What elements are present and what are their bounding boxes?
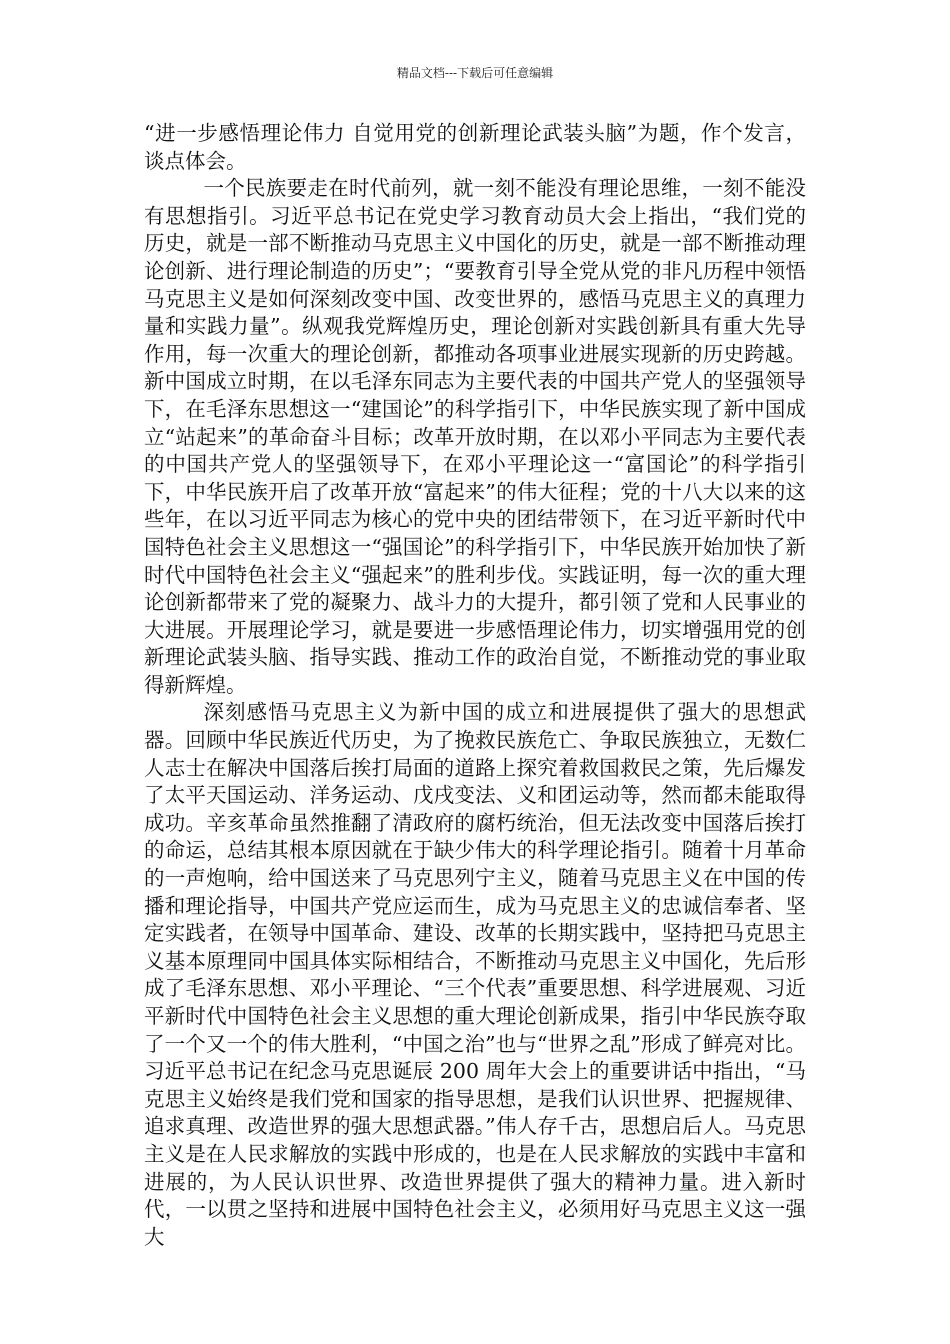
document-body xyxy=(144,120,806,1251)
paragraph-intro: “进一步感悟理论伟力 自觉用党的创新理论武装头脑”为题，作个发言，谈点体会。 xyxy=(144,121,806,173)
page-header: 精品文档---下载后可任意编辑 xyxy=(396,66,554,80)
paragraph-theory-guidance: 一个民族要走在时代前列，就一刻不能没有理论思维，一刻不能没有思想指引。习近平总书记在党史学习教育动员大会上指出，“我们党的历史，就是一部不断推动马克思主义中国化的历史，就是一部不断推动理论创新、进行理论制造的历史”；“要教育引导全党从党的非凡历程中领悟马克思主义是如何深刻改变中国、改变世界的，感悟马克思主义的真理力量和实践力量”。纵观我党辉煌历史，理论创新对实践创新具有重大先导作用，每一次重大的理论创新，都推动各项事业进展实现新的历史跨越。新中国成立时期，在以毛泽东同志为主要代表的中国共产党人的坚强领导下，在毛泽东思想这一“建国论”的科学指引下，中华民族实现了新中国成立“站起来”的革命奋斗目标；改革开放时期，在以邓小平同志为主要代表的中国共产党人的坚强领导下，在邓小平理论这一“富国论”的科学指引下，中华民族开启了改革开放“富起来”的伟大征程；党的十八大以来的这些年，在以习近平同志为核心的党中央的团结带领下，在习近平新时代中国特色社会主义思想这一“强国论”的科学指引下，中华民族开始加快了新时代中国特色社会主义“强起来”的胜利步伐。实践证明，每一次的重大理论创新都带来了党的凝聚力、战斗力的大提升，都引领了党和人民事业的大进展。开展理论学习，就是要进一步感悟理论伟力，切实增强用党的创新理论武装头脑、指导实践、推动工作的政治自觉，不断推动党的事业取得新辉煌。 xyxy=(144,176,806,697)
paragraph-marxism-weapon: 深刻感悟马克思主义为新中国的成立和进展提供了强大的思想武器。回顾中华民族近代历史，为了挽救民族危亡、争取民族独立，无数仁人志士在解决中国落后挨打局面的道路上探究着救国救民之策，先后爆发了太平天国运动、洋务运动、戊戌变法、义和团运动等，然而都未能取得成功。辛亥革命虽然推翻了清政府的腐朽统治，但无法改变中国落后挨打的命运，总结其根本原因就在于缺少伟大的科学理论指引。随着十月革命的一声炮响，给中国送来了马克思列宁主义，随着马克思主义在中国的传播和理论指导，中国共产党应运而生，成为马克思主义的忠诚信奉者、坚定实践者，在领导中国革命、建设、改革的长期实践中，坚持把马克思主义基本原理同中国具体实际相结合，不断推动马克思主义中国化，先后形成了毛泽东思想、邓小平理论、“三个代表”重要思想、科学进展观、习近平新时代中国特色社会主义思想的重大理论创新成果，指引中华民族夺取了一个又一个的伟大胜利，“中国之治”也与“世界之乱”形成了鲜亮对比。习近平总书记在纪念马克思诞辰 200 周年大会上的重要讲话中指出，“马克思主义始终是我们党和国家的指导思想，是我们认识世界、把握规律、追求真理、改造世界的强大思想武器。”伟人存千古，思想启后人。马克思主义是在人民求解放的实践中形成的，也是在人民求解放的实践中丰富和进展的，为人民认识世界、改造世界提供了强大的精神力量。进入新时代，一以贯之坚持和进展中国特色社会主义，必须用好马克思主义这一强大 xyxy=(144,700,806,1249)
